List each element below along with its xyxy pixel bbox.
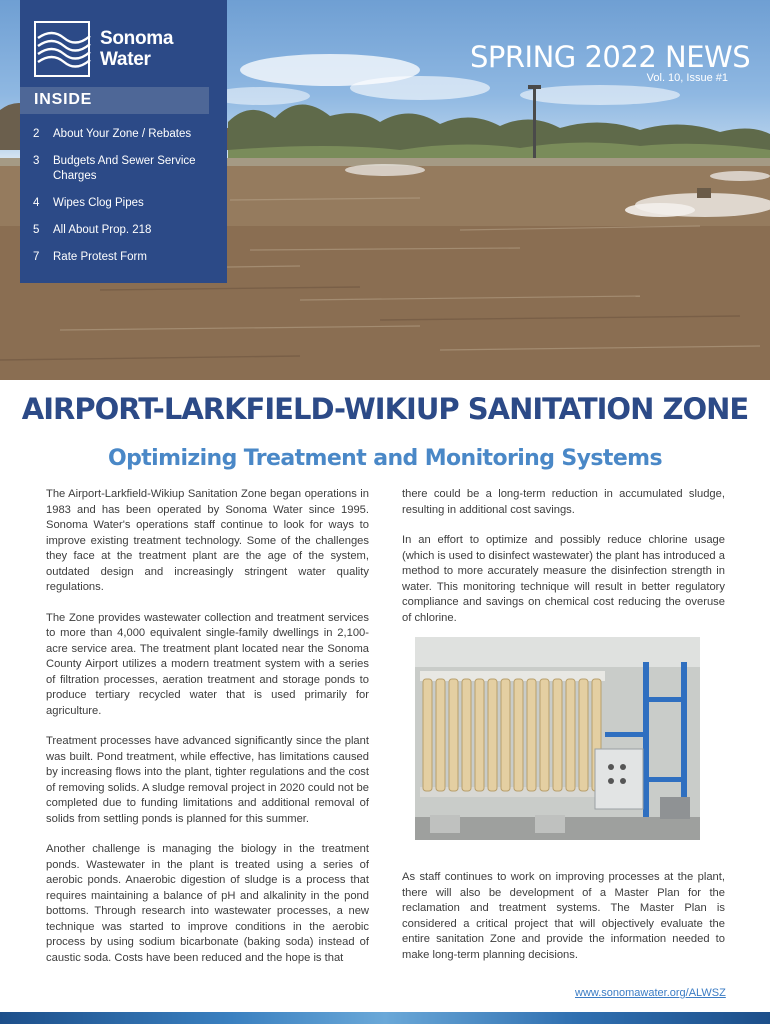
volume-issue: Vol. 10, Issue #1 [646, 72, 728, 84]
article-paragraph: The Zone provides wastewater collection and treatment services to more than 4,000 equivalent single-family dwellings in 2,100-acre service area. The treatment plant located near the Sonoma County Airport utilizes a modern treatment system with a series of filtration processes, aeration treatment and storage ponds to produce tertiary recycled water that is used primarily for agriculture. [46, 611, 369, 717]
toc-label: Budgets And Sewer Service Charges [53, 155, 196, 182]
membrane-filtration-photo [415, 637, 700, 840]
article-paragraph: there could be a long-term reduction in accumulated sludge, resulting in additional cost savings. [402, 488, 725, 516]
toc-label: Wipes Clog Pipes [53, 197, 144, 209]
filtration-equipment-illustration [415, 637, 700, 840]
inside-heading-bar [20, 87, 209, 114]
table-of-contents [33, 127, 218, 277]
article-right-column-bottom [402, 870, 725, 978]
toc-item [33, 154, 218, 184]
article-paragraph: Another challenge is managing the biology in the treatment ponds. Wastewater in the plant is treated using a series of aerobic ponds. Anaerobic digestion of sludge is a process that requires maintaining a balance of pH and alkalinity in the pond bottoms. Through research into wastewater processes, a new technique was started to improve conditions in the aerobic process by using sodium bicarbonate (baking soda) instead of caustic soda. Costs have been reduced and the hope is that [46, 843, 369, 964]
toc-item [33, 196, 218, 211]
toc-label: About Your Zone / Rebates [53, 128, 192, 140]
article-paragraph: Treatment processes have advanced significantly since the plant was built. Pond treatment, while effective, has limitations caused by increasing flows into the plant, tighter regulations and the cost of removing solids. A sludge removal project in 2020 could not be completed due to funding limitations and additional removal of solids from settling ponds is planned for this summer. [46, 735, 369, 825]
toc-item [33, 127, 218, 142]
toc-label: Rate Protest Form [53, 251, 147, 263]
toc-item [33, 223, 218, 238]
toc-item [33, 250, 218, 265]
inside-heading: INSIDE [34, 91, 93, 108]
article-left-column [46, 487, 369, 981]
article-paragraph: In an effort to optimize and possibly reduce chlorine usage (which is used to disinfect wastewater) the plant has introduced a method to more accurately measure the disinfection strength in water. This monitoring technique will result in better regulatory compliance and savings on chemical cost reducing the overuse of chlorine. [402, 534, 725, 624]
bottom-water-strip [0, 1012, 770, 1024]
toc-page-number: 3 [33, 155, 40, 167]
toc-page-number: 4 [33, 197, 40, 209]
toc-page-number: 7 [33, 251, 40, 263]
inside-sidebar [20, 0, 227, 283]
article-right-column-top [402, 487, 725, 641]
newsletter-title: SPRING 2022 NEWS [470, 40, 751, 74]
article-subtitle: Optimizing Treatment and Monitoring Systems [108, 446, 662, 471]
article-paragraph: The Airport-Larkfield-Wikiup Sanitation Zone began operations in 1983 and has been operated by Sonoma Water since 1995. Sonoma Water's operations staff continue to look for ways to improve existing treatment technology. Some of the challenges they face at the treatment plant are the age of the system, outdated design and increasingly stringent water quality regulations. [46, 488, 369, 593]
logo-word-water: Water [100, 49, 151, 70]
zone-website-link[interactable]: www.sonomawater.org/ALWSZ [575, 987, 726, 999]
masthead [470, 40, 751, 84]
article-title: AIRPORT-LARKFIELD-WIKIUP SANITATION ZONE [21, 392, 749, 426]
toc-page-number: 2 [33, 128, 40, 140]
article-paragraph: As staff continues to work on improving processes at the plant, there will also be development of a Master Plan for the reclamation and treatment systems. The Master Plan is considered a critical project that will objectively evaluate the entire sanitation Zone and provide the information needed to make long-term planning decisions. [402, 871, 725, 961]
logo-word-sonoma: Sonoma [100, 28, 174, 49]
sonoma-water-logo [34, 20, 214, 78]
toc-label: All About Prop. 218 [53, 224, 152, 236]
toc-page-number: 5 [33, 224, 40, 236]
wave-logo-icon [34, 20, 94, 78]
